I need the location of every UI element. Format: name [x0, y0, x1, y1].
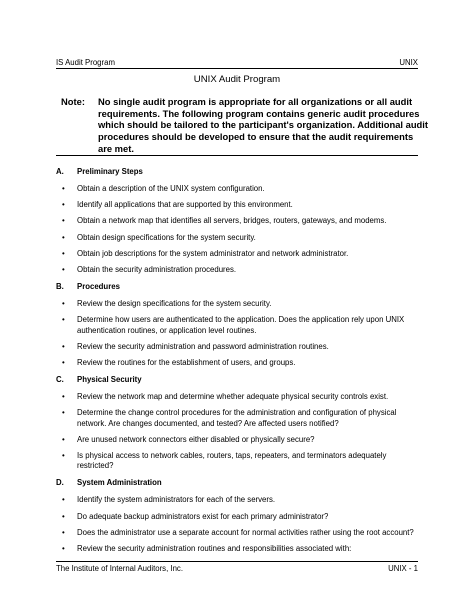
section-heading	[56, 477, 418, 489]
bullet-icon: •	[62, 315, 65, 325]
section-item-list	[56, 495, 418, 554]
section-heading	[56, 281, 418, 293]
note-text: No single audit program is appropriate for all organizations or all audit requirements. The following program contains generic audit procedures which should be tailored to the participant's organization. Additional audit procedures should be developed to ensure that the audit requirements are met.	[98, 96, 429, 154]
list-item-text: Are unused network connectors either disabled or physically secure?	[77, 434, 315, 444]
section-letter: C.	[56, 375, 64, 385]
list-item	[56, 233, 418, 243]
list-item	[56, 544, 418, 554]
bullet-icon: •	[62, 248, 65, 258]
bullet-icon: •	[62, 216, 65, 226]
list-item	[56, 528, 418, 538]
list-item	[56, 512, 418, 522]
section-title: Preliminary Steps	[77, 167, 143, 176]
list-item	[56, 216, 418, 226]
list-item-text: Review the routines for the establishment of users, and groups.	[77, 358, 296, 368]
section-item-list	[56, 299, 418, 368]
list-item	[56, 358, 418, 368]
section-letter: D.	[56, 478, 64, 488]
document-title: UNIX Audit Program	[193, 74, 281, 85]
list-item-text: Obtain a network map that identifies all servers, bridges, routers, gateways, and modems.	[77, 216, 387, 226]
bullet-icon: •	[62, 299, 65, 309]
list-item	[56, 392, 418, 402]
section-title: Procedures	[77, 282, 120, 292]
list-item	[56, 435, 418, 445]
list-item	[56, 495, 418, 505]
header-left-text: IS Audit Program	[56, 58, 115, 67]
bullet-icon: •	[62, 265, 65, 275]
bullet-icon: •	[62, 408, 65, 418]
section-item-list	[56, 184, 418, 275]
list-item-text: Review the network map and determine whether adequate physical security controls exist.	[77, 392, 389, 402]
bullet-icon: •	[62, 200, 65, 210]
bullet-icon: •	[62, 232, 65, 242]
bullet-icon: •	[62, 544, 65, 554]
bullet-icon: •	[62, 511, 65, 521]
section-title: Physical Security	[77, 375, 142, 385]
page-footer	[56, 561, 418, 574]
list-item-text: Does the administrator use a separate account for normal activities rather using the root account?	[77, 527, 414, 537]
section-procedures	[56, 281, 418, 368]
list-item	[56, 342, 418, 352]
section-title: System Administration	[77, 478, 162, 488]
list-item	[56, 299, 418, 309]
list-item-text: Do adequate backup administrators exist for each primary administrator?	[77, 511, 329, 521]
section-heading	[56, 374, 418, 386]
section-item-list	[56, 392, 418, 471]
note-block	[56, 96, 429, 156]
list-item	[56, 200, 418, 210]
bullet-icon: •	[62, 451, 65, 461]
section-preliminary-steps	[56, 166, 418, 275]
list-item-text: Review the design specifications for the system security.	[77, 299, 272, 309]
list-item-text: Obtain design specifications for the system security.	[77, 232, 256, 242]
list-item-text: Review the security administration and password administration routines.	[77, 341, 329, 351]
list-item-text: Obtain job descriptions for the system administrator and network administrator.	[77, 248, 349, 258]
list-item	[56, 265, 418, 275]
page-header	[56, 57, 418, 69]
list-item-text: Obtain a description of the UNIX system configuration.	[77, 184, 265, 193]
list-item	[56, 451, 418, 471]
section-system-administration	[56, 477, 418, 554]
bullet-icon: •	[62, 434, 65, 444]
list-item-text: Obtain the security administration procedures.	[77, 265, 237, 275]
list-item	[56, 184, 418, 194]
footer-page-number: UNIX - 1	[388, 564, 418, 573]
list-item-text: Is physical access to network cables, routers, taps, repeaters, and terminators adequately restricted?	[77, 451, 387, 471]
header-right-text: UNIX	[399, 58, 418, 67]
footer-left-text: The Institute of Internal Auditors, Inc.	[56, 564, 183, 573]
bullet-icon: •	[62, 495, 65, 505]
list-item-text: Determine how users are authenticated to the application. Does the application rely upon UNIX authentication routines, or application level routines.	[77, 315, 405, 335]
bullet-icon: •	[62, 341, 65, 351]
bullet-icon: •	[62, 184, 65, 193]
section-letter: A.	[56, 167, 64, 176]
section-heading	[56, 166, 418, 178]
bullet-icon: •	[62, 527, 65, 537]
list-item-text: Review the security administration routines and responsibilities associated with:	[77, 544, 352, 554]
list-item-text: Identify all applications that are supported by this environment.	[77, 200, 293, 210]
bullet-icon: •	[62, 392, 65, 402]
note-label: Note:	[61, 96, 85, 107]
list-item	[56, 315, 418, 335]
bullet-icon: •	[62, 358, 65, 368]
audit-sections	[56, 166, 418, 560]
section-physical-security	[56, 374, 418, 471]
list-item-text: Identify the system administrators for each of the servers.	[77, 495, 276, 505]
list-item	[56, 408, 418, 428]
list-item-text: Determine the change control procedures for the administration and configuration of physical network. Are changes documented, and tested? Are affected users notified?	[77, 408, 397, 428]
list-item	[56, 249, 418, 259]
section-letter: B.	[56, 282, 64, 292]
